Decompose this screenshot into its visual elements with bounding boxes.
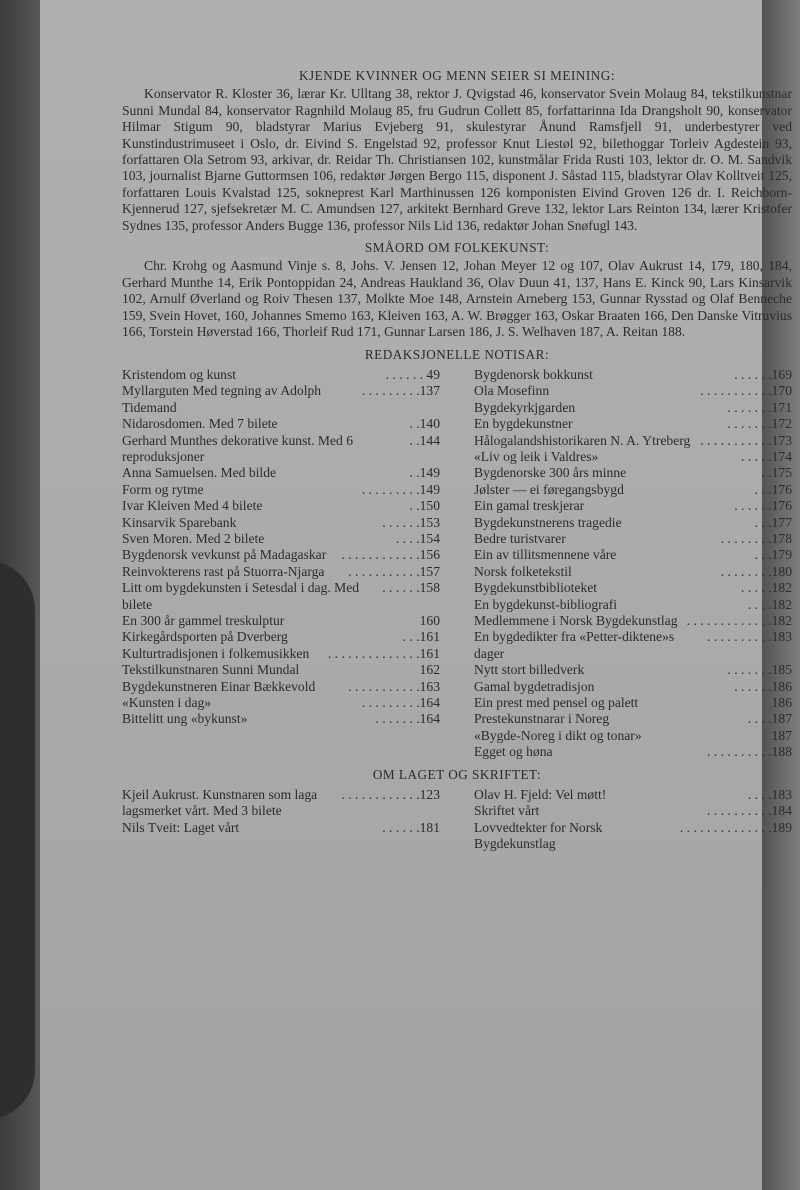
toc-entry-title: Ivar Kleiven Med 4 bilete bbox=[122, 498, 263, 514]
toc-entry-title: Bygdenorsk vevkunst på Madagaskar bbox=[122, 547, 327, 563]
toc-entry-page: . . . . . . . . . . . .156 bbox=[341, 547, 440, 563]
toc-entry-title: Nidarosdomen. Med 7 bilete bbox=[122, 416, 278, 432]
toc-entry-title: Kirkegårdsporten på Dverberg bbox=[122, 629, 288, 645]
toc-entry-page: 162 bbox=[419, 662, 440, 678]
facing-page-curve bbox=[0, 560, 35, 1120]
toc-entry-title: Jølster — ei føregangsbygd bbox=[474, 481, 624, 497]
toc-entry bbox=[122, 531, 440, 547]
toc-entry-title: Medlemmene i Norsk Bygdekunstlag bbox=[474, 613, 678, 628]
redaksjonelle-columns bbox=[122, 367, 792, 761]
toc-entry-title: Nytt stort billedverk bbox=[474, 662, 585, 678]
smaord-paragraph: Chr. Krohg og Aasmund Vinje s. 8, Johs. V. Jensen 12, Johan Meyer 12 og 107, Olav Aukrust 14, 179, 180, 184, Gerhard Munthe 14, Erik Pontoppidan 24, Andreas Haukland 36, Olav Duun 41, 137, Hans E. Kinck 90, Lars Kinsarvik 102, Arnulf Øverland og Roiv Thesen 137, Molkte Moe 148, Arnstein Arneberg 153, Gunnar Rysstad og Olaf Benneche 159, Svein Hovet, 160, Johannes Smemo 163, Kleiven 163, A. W. Brøgger 163, Oskar Braaten 166, Den Danske Vitruvius 166, Torstein Høverstad 166, Thorleif Rud 171, Gunnar Larsen 186, J. S. Welhaven 187, A. Reitan 188. bbox=[122, 258, 792, 340]
toc-entry bbox=[474, 613, 792, 629]
toc-entry-title: En bygdedikter fra «Petter-diktene»s dager bbox=[474, 629, 675, 661]
toc-entry-page: . . . . . . . .180 bbox=[720, 563, 792, 579]
toc-entry bbox=[474, 564, 792, 580]
toc-entry bbox=[122, 416, 440, 432]
toc-entry-page: . . . . . . . .178 bbox=[720, 530, 792, 546]
toc-entry-page: . . .176 bbox=[754, 481, 792, 497]
page-text bbox=[122, 62, 792, 853]
toc-entry bbox=[474, 629, 792, 662]
section-heading-smaord: SMÅORD OM FOLKEKUNST: bbox=[364, 240, 550, 256]
toc-entry-title: Bygdekunstbiblioteket bbox=[474, 580, 598, 596]
toc-entry bbox=[474, 465, 792, 481]
toc-entry bbox=[122, 629, 440, 645]
redaksjonelle-right-column bbox=[474, 367, 792, 761]
toc-entry-page: . . . .187 bbox=[747, 711, 792, 727]
toc-entry-title: Ein av tillitsmennene våre bbox=[474, 547, 617, 563]
toc-entry-page: . . . . . . . . . . . . . .189 bbox=[679, 819, 792, 835]
toc-entry bbox=[474, 728, 792, 744]
toc-entry-page: . . . .183 bbox=[747, 787, 792, 803]
toc-entry-title: En bygdekunst-bibliografi bbox=[474, 596, 618, 612]
toc-entry bbox=[474, 744, 792, 760]
omlaget-right-column bbox=[474, 787, 792, 853]
toc-entry-title: «Bygde-Noreg i dikt og tonar» bbox=[474, 727, 642, 743]
toc-entry-page: . . .179 bbox=[754, 547, 792, 563]
toc-entry bbox=[474, 787, 792, 803]
toc-entry-page: . . .177 bbox=[754, 514, 792, 530]
toc-entry-title: Ola Mosefinn bbox=[474, 383, 550, 399]
toc-entry-page: . . . . .182 bbox=[741, 580, 792, 596]
toc-entry bbox=[474, 580, 792, 596]
toc-entry bbox=[474, 482, 792, 498]
toc-entry bbox=[122, 711, 440, 727]
book-page bbox=[40, 0, 792, 1190]
toc-entry bbox=[474, 803, 792, 819]
toc-entry bbox=[122, 646, 440, 662]
toc-entry-page: . . . . . .153 bbox=[382, 514, 440, 530]
toc-entry bbox=[122, 564, 440, 580]
toc-entry bbox=[122, 482, 440, 498]
toc-entry-title: Ein prest med pensel og palett bbox=[474, 695, 639, 711]
toc-entry bbox=[122, 367, 440, 383]
toc-entry-page: 160 bbox=[419, 613, 440, 628]
toc-entry-page: . . . . . .158 bbox=[382, 580, 440, 596]
toc-entry-title: Norsk folketekstil bbox=[474, 563, 572, 579]
toc-entry-page: . . . .182 bbox=[747, 596, 792, 612]
toc-entry-page: . . . . . . . . . . .163 bbox=[348, 678, 440, 694]
toc-entry bbox=[122, 787, 440, 820]
toc-entry-page: . . . . . .181 bbox=[382, 819, 440, 835]
toc-entry bbox=[474, 433, 792, 449]
toc-entry-title: Bygdenorsk bokkunst bbox=[474, 366, 593, 382]
toc-entry-title: Prestekunstnarar i Noreg bbox=[474, 711, 610, 727]
kjende-paragraph: Konservator R. Kloster 36, lærar Kr. Ulltang 38, rektor J. Qvigstad 46, konservator Svein Molaug 84, tekstilkunstnar Sunni Mundal 84, konservator Ragnhild Molaug 85, fru Gudrun Collett 85, forfattarinna Ida Drangsholt 90, konservator Hilmar Stigum 90, bladstyrar Marius Evjeberg 91, skulestyrar Ånund Ramsfjell 91, underbestyrer ved Kunstindustrimuseet i Oslo, dr. Eivind S. Engelstad 92, professor Knut Liestøl 92, bilethoggar Torleiv Agdestein 93, forfattaren Ola Setrom 93, arkivar, dr. Reidar Th. Christiansen 102, kunstmålar Frida Rusti 103, lektor dr. O. M. Sandvik 103, journalist Bjarne Guttormsen 106, redaktør Jørgen Bergo 115, disponent J. Såstad 115, bladstyrar Olav Kolltveit 125, forfattaren Louis Kvalstad 125, sokneprest Karl Marthinussen 126 komponisten Eivind Groven 126 dr. I. Reichborn-Kjennerud 127, sjefsekretær M. C. Amundsen 127, arkitekt Bernhard Greve 132, lektor Lars Reinton 134, lærer Kristofer Sydnes 135, professor Anders Bugge 136, professor Nils Lid 136, redaktør Johan Snøfugl 143. bbox=[122, 86, 792, 233]
toc-entry bbox=[122, 613, 440, 629]
toc-entry-page: 186 bbox=[771, 695, 792, 711]
toc-entry-page: . .175 bbox=[761, 465, 792, 481]
toc-entry-page: . . . . . .176 bbox=[734, 498, 792, 514]
toc-entry-title: Gerhard Munthes dekorative kunst. Med 6 reproduksjoner bbox=[122, 432, 354, 464]
toc-entry bbox=[122, 515, 440, 531]
toc-entry-title: Kjeil Aukrust. Kunstnaren som laga lagsmerket vårt. Med 3 bilete bbox=[122, 787, 318, 819]
toc-entry-title: Bittelitt ung «bykunst» bbox=[122, 711, 248, 727]
toc-entry-page: . . . . . . . . . . . . . .161 bbox=[327, 645, 440, 661]
toc-entry-page: . .149 bbox=[409, 465, 440, 481]
toc-entry-page: . . . . . . .185 bbox=[727, 662, 792, 678]
toc-entry bbox=[122, 820, 440, 836]
toc-entry-title: Tekstilkunstnaren Sunni Mundal bbox=[122, 662, 300, 678]
toc-entry-page: . . . . . . . . . . .170 bbox=[700, 383, 792, 399]
omlaget-left-column bbox=[122, 787, 440, 853]
toc-entry bbox=[474, 515, 792, 531]
section-heading-kjende: KJENDE KVINNER OG MENN SEIER SI MEINING: bbox=[299, 68, 615, 83]
toc-entry-page: . . . . . . . . . . .173 bbox=[700, 432, 792, 448]
toc-entry-title: Myllarguten Med tegning av Adolph Tidemand bbox=[122, 383, 322, 415]
toc-entry bbox=[474, 662, 792, 678]
toc-entry bbox=[474, 449, 792, 465]
section-heading-omlaget: OM LAGET OG SKRIFTET: bbox=[372, 766, 542, 782]
toc-entry bbox=[474, 367, 792, 383]
toc-entry bbox=[122, 465, 440, 481]
toc-entry bbox=[474, 400, 792, 416]
toc-entry-page: . . . . . . .164 bbox=[375, 711, 440, 727]
toc-entry-page: . .140 bbox=[409, 416, 440, 432]
toc-entry bbox=[122, 679, 440, 695]
toc-entry-page: . . .161 bbox=[402, 629, 440, 645]
toc-entry-title: Olav H. Fjeld: Vel møtt! bbox=[474, 787, 607, 803]
toc-entry-title: Skriftet vårt bbox=[474, 803, 540, 819]
toc-entry-title: Kristendom og kunst bbox=[122, 366, 237, 382]
toc-entry bbox=[122, 383, 440, 416]
toc-entry-title: Form og rytme bbox=[122, 481, 204, 497]
toc-entry-title: Hålogalandshistorikaren N. A. Ytreberg bbox=[474, 432, 691, 448]
toc-entry-page: . . . . . . . . . .188 bbox=[707, 744, 792, 760]
toc-entry-page: . . . . . . .172 bbox=[727, 416, 792, 432]
toc-entry-title: En bygdekunstner bbox=[474, 416, 573, 432]
toc-entry bbox=[474, 531, 792, 547]
toc-entry-title: Sven Moren. Med 2 bilete bbox=[122, 530, 265, 546]
toc-entry-page: . . . . . . . . . .184 bbox=[707, 803, 792, 819]
toc-entry-title: Gamal bygdetradisjon bbox=[474, 678, 595, 694]
toc-entry-page: . . . . . . 49 bbox=[385, 366, 440, 382]
toc-entry-title: Bedre turistvarer bbox=[474, 530, 566, 546]
toc-entry bbox=[122, 662, 440, 678]
toc-entry bbox=[474, 711, 792, 727]
toc-entry-page: . .150 bbox=[409, 498, 440, 514]
toc-entry bbox=[474, 416, 792, 432]
toc-entry bbox=[474, 597, 792, 613]
toc-entry-title: «Liv og leik i Valdres» bbox=[474, 448, 599, 464]
toc-entry-title: Bygdekunstneren Einar Bækkevold bbox=[122, 678, 316, 694]
toc-entry bbox=[474, 383, 792, 399]
toc-entry-page: . . . . . . . . . .183 bbox=[707, 629, 792, 645]
toc-entry bbox=[122, 433, 440, 466]
toc-entry-page: 187 bbox=[771, 727, 792, 743]
toc-entry-page: . . . . . . . . .164 bbox=[361, 695, 440, 711]
toc-entry-title: «Kunsten i dag» bbox=[122, 695, 212, 711]
toc-entry-page: . . . . . . . . . . . . .182 bbox=[686, 613, 792, 628]
toc-entry-page: . . . . .174 bbox=[741, 448, 792, 464]
toc-entry-title: Reinvokterens rast på Stuorra-Njarga bbox=[122, 563, 325, 579]
toc-entry-page: . . . . . .186 bbox=[734, 678, 792, 694]
toc-entry bbox=[474, 695, 792, 711]
toc-entry bbox=[474, 679, 792, 695]
toc-entry-page: . . . . . . . . . . . .123 bbox=[341, 787, 440, 803]
toc-entry-title: Ein gamal treskjerar bbox=[474, 498, 585, 514]
toc-entry-title: En 300 år gammel treskulptur bbox=[122, 613, 285, 628]
omlaget-columns bbox=[122, 787, 792, 853]
toc-entry-title: Egget og høna bbox=[474, 744, 553, 760]
toc-entry-page: . . . . . . .171 bbox=[727, 399, 792, 415]
toc-entry-title: Nils Tveit: Laget vårt bbox=[122, 819, 240, 835]
toc-entry bbox=[122, 547, 440, 563]
toc-entry-page: . . . . . . . . .137 bbox=[361, 383, 440, 399]
toc-entry-page: . . . . . .169 bbox=[734, 366, 792, 382]
toc-entry bbox=[474, 498, 792, 514]
toc-entry bbox=[122, 695, 440, 711]
toc-entry bbox=[122, 498, 440, 514]
toc-entry-title: Kulturtradisjonen i folkemusikken bbox=[122, 645, 310, 661]
toc-entry-title: Kinsarvik Sparebank bbox=[122, 514, 237, 530]
toc-entry bbox=[474, 820, 792, 853]
section-heading-redaksjonelle: REDAKSJONELLE NOTISAR: bbox=[364, 346, 550, 362]
toc-entry-title: Lovvedtekter for Norsk Bygdekunstlag bbox=[474, 819, 603, 852]
toc-entry-page: . . . . . . . . . . .157 bbox=[348, 563, 440, 579]
redaksjonelle-left-column bbox=[122, 367, 440, 761]
toc-entry-title: Bygdekyrkjgarden bbox=[474, 399, 576, 415]
toc-entry-page: . .144 bbox=[409, 432, 440, 448]
toc-entry bbox=[122, 580, 440, 613]
toc-entry-title: Litt om bygdekunsten i Setesdal i dag. Med bilete bbox=[122, 580, 360, 612]
toc-entry-page: . . . . . . . . .149 bbox=[361, 481, 440, 497]
toc-entry-page: . . . .154 bbox=[395, 530, 440, 546]
toc-entry-title: Bygdenorske 300 års minne bbox=[474, 465, 627, 481]
toc-entry bbox=[474, 547, 792, 563]
toc-entry-title: Bygdekunstnerens tragedie bbox=[474, 514, 622, 530]
toc-entry-title: Anna Samuelsen. Med bilde bbox=[122, 465, 277, 481]
